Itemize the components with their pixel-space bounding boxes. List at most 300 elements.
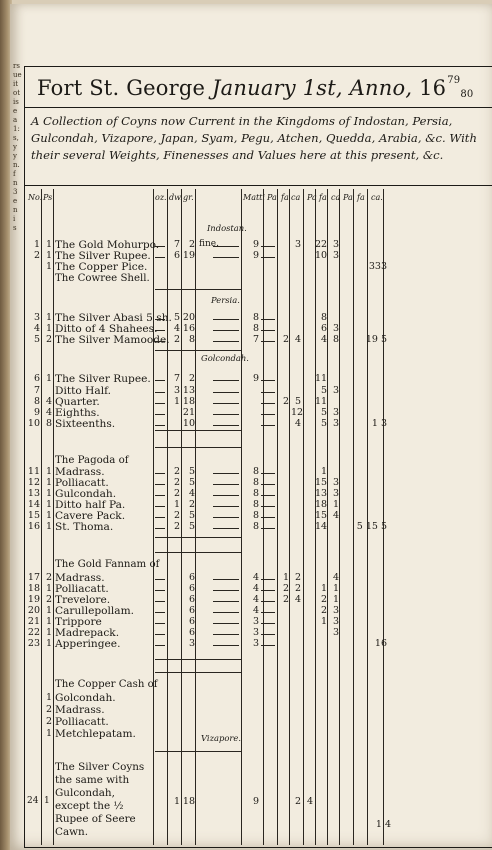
row-24-gr: 6 [188,616,195,627]
col-fa1: fa [281,193,289,202]
rule-fa2 [327,189,328,845]
row-0-gr: 2 [188,239,195,250]
row-15-leader-1 [213,495,239,496]
row-21-v1: 2 [282,583,289,594]
row-11-v2: 4 [294,418,301,429]
col-matt: Matti [243,193,265,202]
row-10-v3: 5 [320,407,327,418]
row-20-leader-0 [155,579,165,580]
row-29-name: Madrass. [55,704,105,716]
row-7-v3: 11 [315,373,328,384]
row-1-dw: 6 [173,250,180,261]
row-7-matt: 9 [252,373,259,384]
row-0-dw: 7 [173,239,180,250]
row-22-v2: 4 [294,594,301,605]
row-0-v4: 3 [332,239,339,250]
row-5-dw: 4 [173,323,180,334]
row-15-gr: 4 [188,488,195,499]
row-14-v3: 15 [315,477,328,488]
row-6-v2: 4 [294,334,301,345]
row-17-leader-2 [261,517,275,518]
row-7-gr: 2 [188,373,195,384]
row-10-no: 9 [33,407,40,418]
row-18-ps: 1 [45,521,52,532]
row-6-dw: 2 [173,334,180,345]
row-17-dw: 2 [173,510,180,521]
row-11-no: 10 [27,418,40,429]
final-entry-v2: 4 [306,796,313,807]
row-9-ps: 4 [45,396,52,407]
row-18-leader-2 [261,528,275,529]
col-ca1: ca [291,193,301,202]
row-7-name: The Silver Rupee. [55,373,151,385]
row-10-ps: 4 [45,407,52,418]
row-14-matt: 8 [252,477,259,488]
section-rule-0 [155,289,241,290]
row-3-name: The Cowree Shell. [55,273,150,284]
row-25-leader-1 [213,634,239,635]
row-17-ps: 1 [45,510,52,521]
row-6-no: 5 [33,334,40,345]
col-ps: Ps. [43,193,55,202]
row-14-dw: 2 [173,477,180,488]
row-13-leader-2 [261,473,275,474]
final-entry-matt: 9 [252,796,259,807]
row-21-matt: 4 [252,583,259,594]
row-23-no: 20 [27,605,40,616]
row-22-ps: 2 [45,594,52,605]
row-13-name: Madrass. [55,466,105,478]
row-14-leader-0 [155,484,165,485]
row-5-leader-1 [213,330,239,331]
row-18-leader-0 [155,528,165,529]
row-14-gr: 5 [188,477,195,488]
row-18-name: St. Thoma. [55,521,114,533]
row-24-ps: 1 [45,616,52,627]
row-7-no: 6 [33,373,40,384]
row-22-leader-1 [213,601,239,602]
row-6-leader-2 [261,341,275,342]
row-23-leader-0 [155,612,165,613]
row-23-ps: 1 [45,605,52,616]
row-17-matt: 8 [252,510,259,521]
row-17-leader-0 [155,517,165,518]
row-15-leader-2 [261,495,275,496]
row-15-leader-0 [155,495,165,496]
row-25-leader-2 [261,634,275,635]
col-dw: dw. [169,193,183,202]
row-20-leader-1 [213,579,239,580]
row-8-no: 7 [33,385,40,396]
row-26-no: 23 [27,638,40,649]
row-5-ps: 1 [45,323,52,334]
row-1-name: The Silver Rupee. [55,250,151,262]
section-rule-4 [155,537,241,538]
row-9-no: 8 [33,396,40,407]
row-8-leader-2 [261,392,275,393]
row-12-name: The Pagoda of [55,455,129,466]
rule-name [153,189,154,845]
section-rule-3 [155,447,241,448]
row-1-v4: 3 [332,250,339,261]
row-26-matt: 3 [252,638,259,649]
row-6-tail: 19 5 [365,334,387,345]
row-15-matt: 8 [252,488,259,499]
section-rule-2 [155,430,241,431]
row-10-leader-1 [213,414,239,415]
place-vizapore: Vizapore. [201,733,242,743]
opposite-page-edge-text: rs ue it ot is e a 1: s, y y n. f n 3 e n i s [13,62,22,232]
row-2-tail: 333 [368,261,387,272]
row-27-name: The Copper Cash of [55,679,158,690]
row-10-v2: 12 [291,407,304,418]
row-0-v3: 22 [315,239,328,250]
row-31-ps: 1 [45,728,52,739]
col-oz: oz. [155,193,167,202]
row-14-v4: 3 [332,477,339,488]
row-2-ps: 1 [45,261,52,272]
row-6-leader-1 [213,341,239,342]
rule-gr [195,189,196,845]
row-21-v3: 1 [320,583,327,594]
row-15-dw: 2 [173,488,180,499]
row-22-matt: 4 [252,594,259,605]
row-14-no: 12 [27,477,40,488]
col-gr: gr. [183,193,194,202]
row-21-no: 18 [27,583,40,594]
row-22-leader-0 [155,601,165,602]
row-29-ps: 2 [45,704,52,715]
row-1-no: 2 [33,250,40,261]
rule-pa3 [353,189,354,845]
row-4-v3: 8 [320,312,327,323]
row-8-name: Ditto Half. [55,385,111,397]
row-21-ps: 1 [45,583,52,594]
row-21-leader-2 [261,590,275,591]
row-9-v1: 2 [282,396,289,407]
title-year-sub: 80 [460,88,474,100]
title-date: January 1st, Anno, [212,75,413,100]
row-4-leader-1 [213,319,239,320]
row-23-leader-1 [213,612,239,613]
rule-ca2 [339,189,340,845]
row-9-leader-2 [261,403,275,404]
row-11-ps: 8 [45,418,52,429]
row-26-gr: 3 [188,638,195,649]
row-16-no: 14 [27,499,40,510]
row-13-matt: 8 [252,466,259,477]
row-16-gr: 2 [188,499,195,510]
section-rule-5 [155,552,241,553]
row-7-dw: 7 [173,373,180,384]
row-22-v3: 2 [320,594,327,605]
row-11-v4: 3 [332,418,339,429]
row-25-v4: 3 [332,627,339,638]
row-23-matt: 4 [252,605,259,616]
row-22-v1: 2 [282,594,289,605]
row-13-dw: 2 [173,466,180,477]
rule-fine [241,189,242,845]
row-6-leader-0 [155,341,165,342]
row-26-leader-2 [261,645,275,646]
row-4-ps: 1 [45,312,52,323]
row-1-leader-2 [261,257,275,258]
row-25-no: 22 [27,627,40,638]
row-26-tail: 16 [374,638,387,649]
row-22-v4: 1 [332,594,339,605]
row-1-ps: 1 [45,250,52,261]
row-25-gr: 6 [188,627,195,638]
row-26-leader-1 [213,645,239,646]
row-21-gr: 6 [188,583,195,594]
row-11-leader-1 [213,425,239,426]
rule-ca3 [383,189,384,845]
row-6-matt: 7 [252,334,259,345]
row-25-matt: 3 [252,627,259,638]
row-0-matt: 9 [252,239,259,250]
final-entry-no: 24 [27,796,39,806]
row-10-leader-2 [261,414,275,415]
row-11-gr: 10 [182,418,195,429]
row-11-leader-2 [261,425,275,426]
row-24-name: Trippore [55,616,102,628]
row-16-name: Ditto half Pa. [55,499,126,511]
col-ca2: ca [331,193,341,202]
row-1-v3: 10 [315,250,328,261]
row-7-leader-2 [261,380,275,381]
row-5-gr: 16 [182,323,195,334]
row-18-v3: 14 [315,521,328,532]
row-15-no: 13 [27,488,40,499]
row-9-v3: 11 [315,396,328,407]
row-22-gr: 6 [188,594,195,605]
row-15-v3: 13 [315,488,328,499]
row-16-leader-1 [213,506,239,507]
row-7-leader-1 [213,380,239,381]
row-11-v3: 5 [320,418,327,429]
row-21-leader-1 [213,590,239,591]
row-8-v4: 3 [332,385,339,396]
row-15-name: Gulcondah. [55,488,117,500]
row-10-v4: 3 [332,407,339,418]
row-22-name: Trevelore. [55,594,111,606]
row-0-fine: fine. [199,239,219,249]
row-13-gr: 5 [188,466,195,477]
row-6-name: The Silver Mamoode. [55,334,170,346]
row-7-ps: 1 [45,373,52,384]
final-entry-ps: 1 [44,796,50,806]
row-13-ps: 1 [45,466,52,477]
row-22-leader-2 [261,601,275,602]
row-17-leader-1 [213,517,239,518]
row-24-leader-1 [213,623,239,624]
row-21-v2: 2 [294,583,301,594]
row-8-leader-1 [213,392,239,393]
row-17-v3: 15 [315,510,328,521]
row-9-name: Quarter. [55,396,100,408]
row-10-leader-0 [155,414,165,415]
row-20-no: 17 [27,572,40,583]
coin-table-frame [24,66,492,848]
title-box [25,67,492,108]
rule-pa1 [277,189,278,845]
row-18-no: 16 [27,521,40,532]
row-16-ps: 1 [45,499,52,510]
row-25-leader-0 [155,634,165,635]
book-page [10,4,492,850]
row-5-v3: 6 [320,323,327,334]
col-no: No. [28,193,43,202]
row-1-leader-1 [213,257,239,258]
row-1-matt: 9 [252,250,259,261]
row-0-v2: 3 [294,239,301,250]
row-16-leader-0 [155,506,165,507]
row-24-v4: 3 [332,616,339,627]
row-8-v3: 5 [320,385,327,396]
row-17-v4: 4 [332,510,339,521]
row-18-matt: 8 [252,521,259,532]
row-5-leader-0 [155,330,165,331]
row-26-ps: 1 [45,638,52,649]
row-0-leader-1 [213,246,239,247]
row-16-v3: 18 [315,499,328,510]
row-18-tail: 5 15 5 [356,521,387,532]
row-2-name: The Copper Pice. [55,261,148,273]
row-15-ps: 1 [45,488,52,499]
row-24-v3: 1 [320,616,327,627]
row-5-name: Ditto of 4 Shahees. [55,323,158,335]
row-18-gr: 5 [188,521,195,532]
section-rule-6 [155,659,241,660]
row-24-no: 21 [27,616,40,627]
row-14-leader-2 [261,484,275,485]
row-13-leader-1 [213,473,239,474]
final-entry-dw: 1 [173,796,180,807]
row-22-no: 19 [27,594,40,605]
row-4-matt: 8 [252,312,259,323]
row-13-leader-0 [155,473,165,474]
row-9-leader-1 [213,403,239,404]
row-0-leader-0 [155,246,165,247]
row-10-name: Eighths. [55,407,100,419]
row-23-gr: 6 [188,605,195,616]
row-1-leader-0 [155,257,165,258]
final-entry-v1: 2 [294,796,301,807]
row-23-v3: 2 [320,605,327,616]
row-6-v4: 8 [332,334,339,345]
row-9-dw: 1 [173,396,180,407]
row-25-name: Madrepack. [55,627,120,639]
final-entry-total: 1 4 [375,819,391,830]
row-1-gr: 19 [182,250,195,261]
row-5-leader-2 [261,330,275,331]
row-5-matt: 8 [252,323,259,334]
place-persia: Persia. [211,295,240,305]
place-golcondah: Golcondah. [201,353,249,363]
row-18-dw: 2 [173,521,180,532]
row-4-leader-2 [261,319,275,320]
row-5-v4: 3 [332,323,339,334]
row-8-gr: 13 [182,385,195,396]
row-5-no: 4 [33,323,40,334]
row-17-gr: 5 [188,510,195,521]
col-ca3: ca. [371,193,383,202]
row-8-leader-0 [155,392,165,393]
row-21-v4: 1 [332,583,339,594]
row-4-gr: 20 [182,312,195,323]
row-6-v3: 4 [320,334,327,345]
col-pa3: Pa [343,193,353,202]
row-20-v2: 2 [294,572,301,583]
row-6-gr: 8 [188,334,195,345]
row-7-leader-0 [155,380,165,381]
row-26-name: Apperingee. [55,638,121,650]
col-fa3: fa [357,193,365,202]
row-20-v4: 4 [332,572,339,583]
row-6-ps: 2 [45,334,52,345]
final-entry-text: The Silver Coyns the same with Gulcondah, except the ½ Rupee of Seere Cawn. [55,761,145,838]
row-17-name: Cavere Pack. [55,510,126,522]
row-4-no: 3 [33,312,40,323]
row-20-gr: 6 [188,572,195,583]
row-23-name: Carullepollam. [55,605,135,617]
row-20-name: Madrass. [55,572,105,584]
row-19-name: The Gold Fannam of [55,559,160,570]
row-11-tail: 1 3 [371,418,387,429]
row-4-leader-0 [155,319,165,320]
row-23-leader-2 [261,612,275,613]
row-17-no: 15 [27,510,40,521]
row-4-dw: 5 [173,312,180,323]
rule-fa3 [367,189,368,845]
rule-fa1 [289,189,290,845]
row-24-leader-0 [155,623,165,624]
row-16-v4: 1 [332,499,339,510]
row-20-matt: 4 [252,572,259,583]
row-30-name: Polliacatt. [55,716,109,728]
row-4-name: The Silver Abasi 5 sh. [55,312,172,324]
row-13-no: 11 [27,466,40,477]
col-pa2: Pa [307,193,317,202]
row-9-v2: 5 [294,396,301,407]
row-16-leader-2 [261,506,275,507]
subtitle-rule [25,185,492,186]
col-pa1: Pa [267,193,277,202]
row-30-ps: 2 [45,716,52,727]
row-26-leader-0 [155,645,165,646]
final-entry-gr: 18 [182,796,195,807]
row-0-name: The Gold Mohurpo. [55,239,160,251]
row-23-v4: 3 [332,605,339,616]
row-9-gr: 18 [182,396,195,407]
rule-ca1 [303,189,304,845]
row-15-v4: 3 [332,488,339,499]
row-6-v1: 2 [282,334,289,345]
row-0-ps: 1 [45,239,52,250]
row-21-leader-0 [155,590,165,591]
row-25-ps: 1 [45,627,52,638]
row-16-dw: 1 [173,499,180,510]
row-9-leader-0 [155,403,165,404]
row-13-v3: 1 [320,466,327,477]
row-28-name: Golcondah. [55,692,116,704]
row-8-dw: 3 [173,385,180,396]
row-11-leader-0 [155,425,165,426]
title-year-sup: 79 [447,74,461,86]
row-14-ps: 1 [45,477,52,488]
row-20-v1: 1 [282,572,289,583]
row-16-matt: 8 [252,499,259,510]
